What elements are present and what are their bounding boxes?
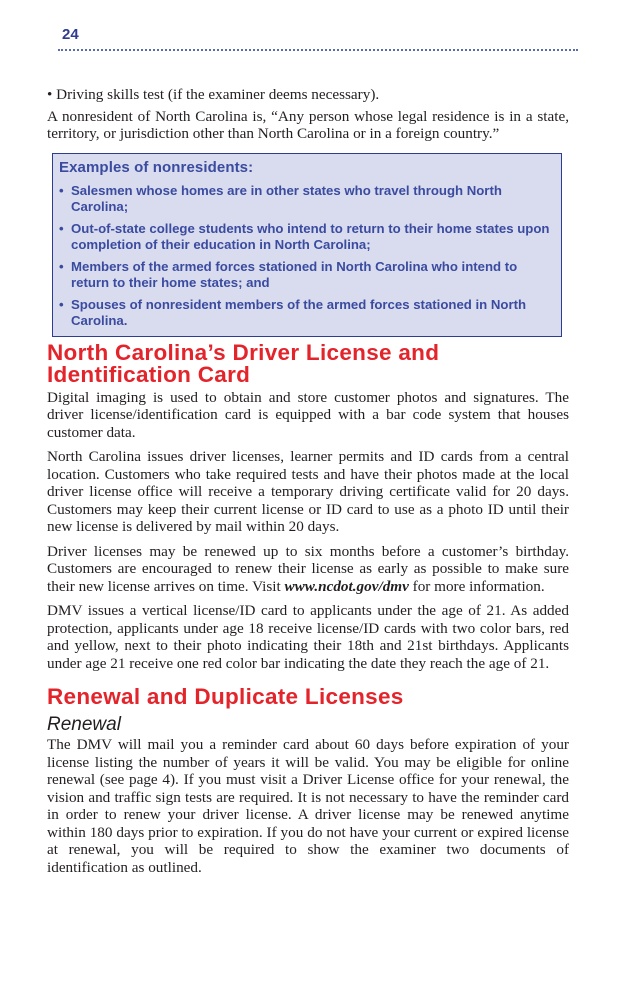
renewal-paragraph: The DMV will mail you a reminder card about 60 days before expiration of your license listing the number of years it will be valid. You may be eligible for online renewal (see page 4). If you must visit a Driver License office for your renewal, the vision and traffic sign tests are required. It is not necessary to have the reminder card in order to renew your driver license. A driver license may be renewed anytime within 180 days prior to expiration. If you do not have your current or expired license at renewal, you will be required to show the examiner two documents of identification as outlined. xyxy=(47,736,569,876)
bullet-dot: • xyxy=(59,182,64,198)
nonresident-definition: A nonresident of North Carolina is, “Any person whose legal residence is in a state, territory, or jurisdiction other than North Carolina or in a foreign country.” xyxy=(47,107,569,142)
digital-imaging-paragraph: Digital imaging is used to obtain and store customer photos and signatures. The driver license/identification card is equipped with a bar code system that houses customer data. xyxy=(47,388,569,441)
section-heading-driver-license xyxy=(47,339,569,387)
bullet-dot: • xyxy=(59,220,64,236)
paragraph-text: Driver licenses may be renewed up to six months before a customer’s birthday. Customers are encouraged to renew their license as early as possible to make sure their new license arrives on time. Visit xyxy=(47,542,569,595)
list-item-text: Out-of-state college students who intend to return to their home states upon completion of their education in North Carolina; xyxy=(71,220,550,252)
page-content xyxy=(47,86,569,883)
nonresident-examples-list xyxy=(59,183,553,330)
subheading-renewal: Renewal xyxy=(47,714,121,735)
list-item-text: Spouses of nonresident members of the armed forces stationed in North Carolina. xyxy=(71,296,527,328)
nonresident-examples-box xyxy=(52,153,562,337)
section-heading-renewal: Renewal and Duplicate Licenses xyxy=(47,684,404,709)
list-item xyxy=(59,221,553,254)
callout-title: Examples of nonresidents: xyxy=(59,158,254,176)
paragraph-text: for more information. xyxy=(408,577,545,595)
vertical-license-paragraph: DMV issues a vertical license/ID card to applicants under the age of 21. As added protection, applicants under age 18 receive license/ID cards with two color bars, red and yellow, next to their photo indicating their 18th and 21st birthdays. Applicants under age 21 receive one red color bar indicating the date they reach the age of 21. xyxy=(47,602,569,672)
page-number: 24 xyxy=(62,26,79,43)
bullet-dot: • xyxy=(59,258,64,274)
list-item xyxy=(59,259,553,292)
dmv-website-link[interactable]: www.ncdot.gov/dmv xyxy=(284,577,409,595)
renewal-timing-paragraph xyxy=(47,543,569,596)
list-item-text: Members of the armed forces stationed in North Carolina who intend to return to their home states; and xyxy=(71,258,518,290)
bullet-dot: • xyxy=(59,296,64,312)
list-item xyxy=(59,183,553,216)
heading-line-2: Identification Card xyxy=(47,361,251,387)
central-issuance-paragraph: North Carolina issues driver licenses, learner permits and ID cards from a central location. Customers who take required tests and have their photos made at the local driver license office will receive a temporary driving certificate valid for 20 days. Customers may keep their current license or ID card to use as a photo ID until their new license is delivered by mail within 20 days. xyxy=(47,448,569,535)
header-dotted-rule xyxy=(58,49,578,51)
list-item xyxy=(59,297,553,330)
skills-test-bullet: • Driving skills test (if the examiner deems necessary). xyxy=(47,86,380,103)
heading-line-1: North Carolina’s Driver License and xyxy=(47,339,440,365)
list-item-text: Salesmen whose homes are in other states who travel through North Carolina; xyxy=(71,182,502,214)
